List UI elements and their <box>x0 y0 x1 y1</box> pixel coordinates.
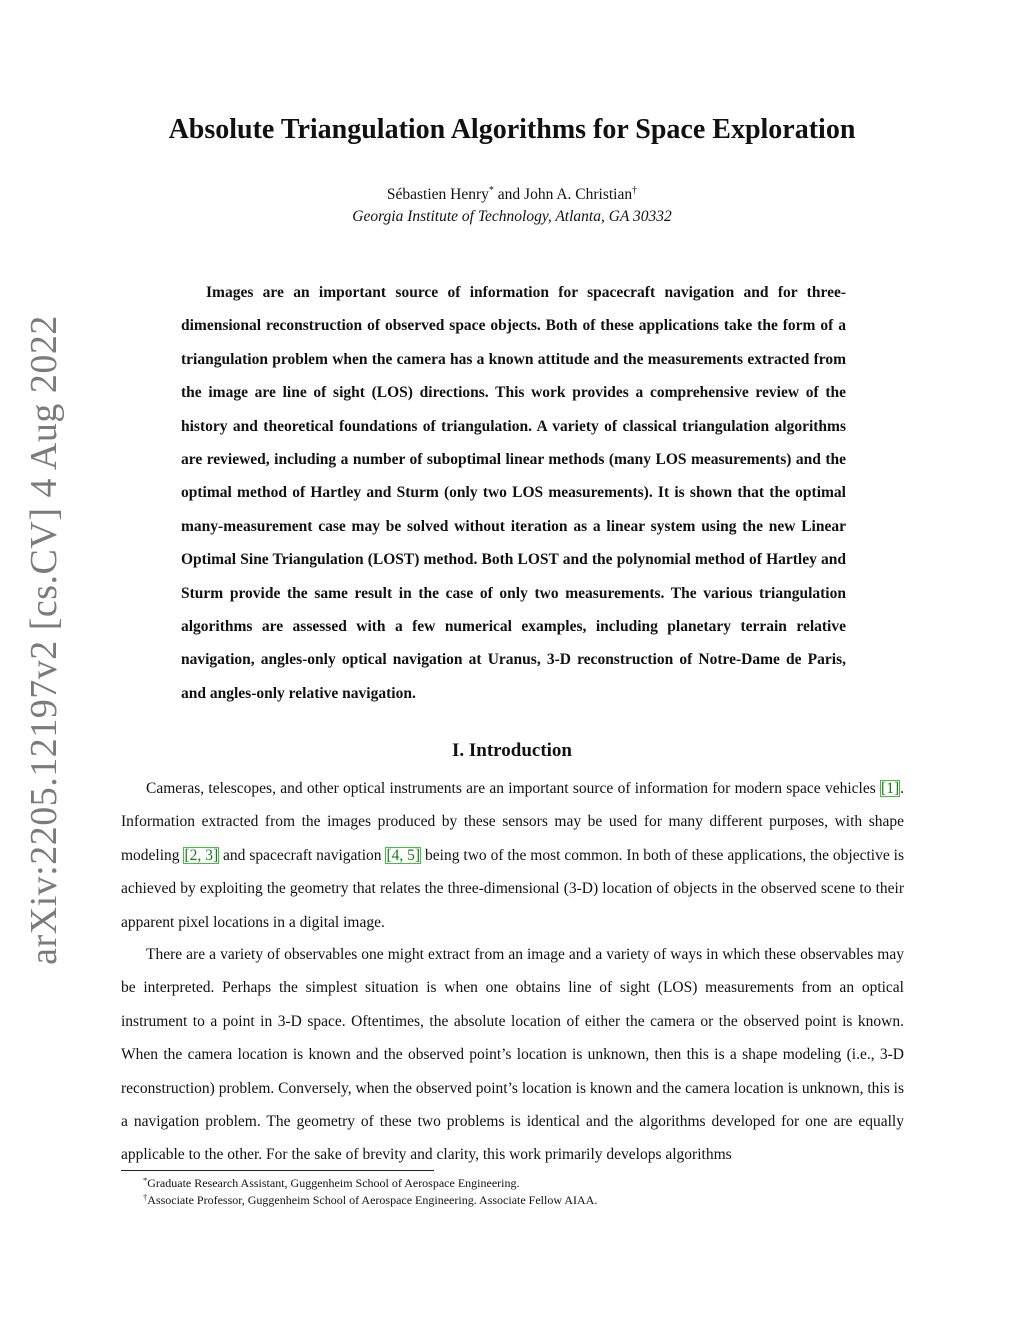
footnote-mark: * <box>143 1175 148 1185</box>
paragraph-text: Cameras, telescopes, and other optical instruments are an important source of information for modern space vehicles <box>146 780 881 797</box>
section-heading: I. Introduction <box>451 740 572 761</box>
author-2-footnote-mark: † <box>632 185 638 196</box>
introduction-paragraph-1 <box>121 772 904 939</box>
paper-title: Absolute Triangulation Algorithms for Space Exploration <box>168 114 856 145</box>
affiliation: Georgia Institute of Technology, Atlanta, GA 30332 <box>352 208 672 225</box>
abstract: Images are an important source of information for spacecraft navigation and for three-dimensional reconstruction of observed space objects. Both of these applications take the form of a triangulation problem when the camera has a known attitude and the measurements extracted from the image are line of sight (LOS) directions. This work provides a comprehensive review of the history and theoretical foundations of triangulation. A variety of classical triangulation algorithms are reviewed, including a number of suboptimal linear methods (many LOS measurements) and the optimal method of Hartley and Sturm (only two LOS measurements). It is shown that the optimal many-measurement case may be solved without iteration as a linear system using the new Linear Optimal Sine Triangulation (LOST) method. Both LOST and the polynomial method of Hartley and Sturm provide the same result in the case of only two measurements. The various triangulation algorithms are assessed with a few numerical examples, including planetary terrain relative navigation, angles-only optical navigation at Uranus, 3-D reconstruction of Notre-Dame de Paris, and angles-only relative navigation. <box>181 284 846 702</box>
footnote-text: Graduate Research Assistant, Guggenheim School of Aerospace Engineering. <box>147 1176 520 1190</box>
author-2-name: John A. Christian <box>524 186 633 203</box>
arxiv-identifier: arXiv:2205.12197v2 [cs.CV] 4 Aug 2022 <box>23 315 65 965</box>
paragraph-text: being two of the most common. In both of these applications, the objective is achieved by exploiting the geometry that relates the three-dimensional (3-D) location of objects in the observed scene to their apparent pixel locations in a digital image. <box>121 846 904 931</box>
footnote-divider <box>121 1170 434 1171</box>
citation-link[interactable]: [2, 3] <box>184 846 219 864</box>
arxiv-stamp <box>18 315 70 965</box>
author-separator: and <box>493 186 525 203</box>
author-1-footnote-mark: * <box>488 185 494 196</box>
footnote-text: Associate Professor, Guggenheim School of Aerospace Engineering. Associate Fellow AIAA. <box>147 1193 598 1207</box>
footnote-mark: † <box>143 1192 148 1202</box>
citation-link[interactable]: [4, 5] <box>386 846 421 864</box>
paragraph-text: . Information extracted from the images produced by these sensors may be used for many different purposes, with shape modeling <box>121 780 904 864</box>
footnote-2 <box>121 1192 904 1208</box>
citation-link[interactable]: [1] <box>881 780 900 797</box>
paragraph-text: and spacecraft navigation <box>219 846 386 864</box>
introduction-paragraph-2: There are a variety of observables one might extract from an image and a variety of ways in which these observables may be interpreted. Perhaps the simplest situation is when one obtains line of sight (LOS) measurements from an optical instrument to a point in 3-D space. Oftentimes, the absolute location of either the camera or the observed point is known. When the camera location is known and the observed point’s location is unknown, then this is a shape modeling (i.e., 3-D reconstruction) problem. Conversely, when the observed point’s location is known and the camera location is unknown, this is a navigation problem. The geometry of these two problems is identical and the algorithms developed for one are equally applicable to the other. For the sake of brevity and clarity, this work primarily develops algorithms <box>121 946 904 1164</box>
author-list <box>0 185 1024 205</box>
footnote-1 <box>121 1175 904 1191</box>
author-1-name: Sébastien Henry <box>386 186 489 203</box>
